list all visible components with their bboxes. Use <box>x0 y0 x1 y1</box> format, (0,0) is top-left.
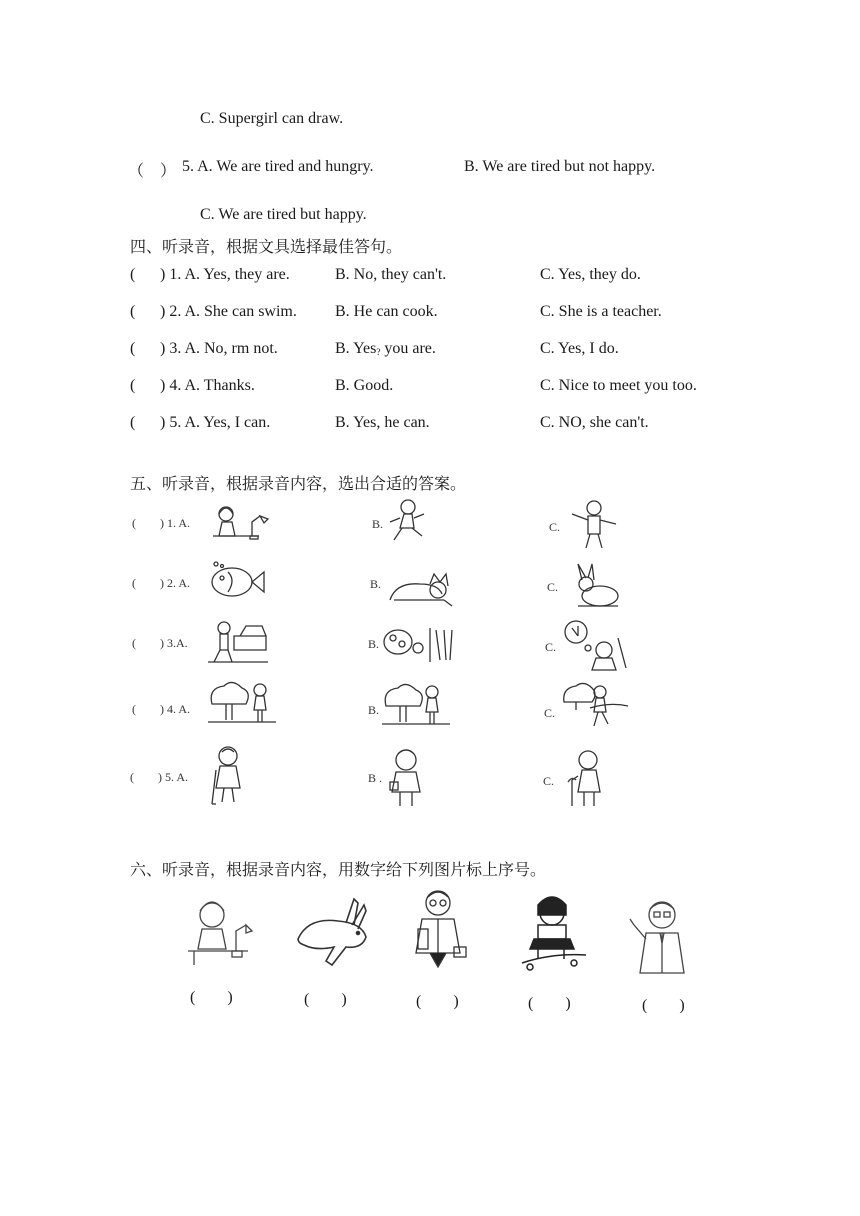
tree-and-walking-girl-icon <box>560 682 630 732</box>
part3-q5-option-c: C. We are tired but happy. <box>200 206 367 223</box>
part6-answer-paren-1: ( ) <box>190 989 233 1006</box>
running-child-icon <box>384 498 434 544</box>
part4-q2-option-a: ) 2. A. She can swim. <box>160 303 297 320</box>
fish-icon <box>208 560 268 602</box>
old-man-with-cane-icon <box>206 744 254 806</box>
part3-q4-option-c: C. Supergirl can draw. <box>200 110 344 127</box>
part5-title: 五、听录音，根据录音内容，选出合适的答案。 <box>130 474 467 493</box>
part5-q3-label-c: C. <box>545 640 557 654</box>
part5-q2-label-c: C. <box>547 580 559 594</box>
part4-q1-option-c: C. Yes, they do. <box>540 266 641 283</box>
skateboarding-boy-icon <box>518 891 588 973</box>
part4-q3-option-c: C. Yes, I do. <box>540 340 619 357</box>
tree-and-girl-icon <box>380 682 452 728</box>
rabbit-icon <box>566 562 622 610</box>
girl-at-desk-icon <box>208 504 274 544</box>
part5-q1-label-a: ( ) 1. A. <box>132 516 190 530</box>
part5-q4-label-a: ( ) 4. A. <box>132 702 190 716</box>
part4-q5-option-c: C. NO, she can't. <box>540 414 649 431</box>
part5-q3-label-b: B. <box>368 637 380 651</box>
part4-q4-option-c: C. Nice to meet you too. <box>540 377 697 394</box>
part4-q5-option-a: ) 5. A. Yes, I can. <box>160 414 271 431</box>
part4-q4-option-b: B. Good. <box>335 377 394 394</box>
part6-answer-paren-4: ( ) <box>528 995 571 1012</box>
part3-q5-option-b: B. We are tired but not happy. <box>464 158 656 175</box>
part5-q2-label-a: ( ) 2. A. <box>132 576 190 590</box>
part4-q3-option-b: B. Yes$_?$ you are. <box>335 340 436 357</box>
part3-q5-option-a: 5. A. We are tired and hungry. <box>182 158 374 175</box>
part4-q1-paren: ( <box>130 266 136 283</box>
boy-stretching-icon <box>566 498 622 552</box>
part4-q2-option-b: B. He can cook. <box>335 303 438 320</box>
rabbit-icon <box>294 897 374 971</box>
boy-at-bed-icon <box>204 618 270 666</box>
part4-q2-option-c: C. She is a teacher. <box>540 303 662 320</box>
part5-q1-label-b: B. <box>372 517 384 531</box>
part5-q4-label-b: B. <box>368 703 380 717</box>
part6-answer-paren-2: ( ) <box>304 991 347 1008</box>
part4-title: 四、听录音，根据文具选择最佳答句。 <box>130 237 403 256</box>
part5-q5-label-b: B . <box>368 771 383 785</box>
food-and-family-icon <box>382 624 460 664</box>
part4-q1-option-a: ) 1. A. Yes, they are. <box>160 266 290 283</box>
part4-q1-option-b: B. No, they can't. <box>335 266 447 283</box>
part6-answer-paren-3: ( ) <box>416 993 459 1010</box>
part3-q5-paren: （ ） <box>128 163 177 180</box>
grandma-with-bag-icon <box>386 748 426 810</box>
part6-title: 六、听录音，根据录音内容，用数字给下列图片标上序号。 <box>130 860 547 879</box>
part5-q1-label-c: C. <box>549 520 561 534</box>
girl-thinking-icon <box>562 618 628 672</box>
doctor-icon <box>410 887 470 975</box>
part5-q2-label-b: B. <box>370 577 382 591</box>
girl-at-desk-icon <box>184 895 256 971</box>
grandpa-with-cane-icon <box>562 748 610 810</box>
part4-q4-option-a: ) 4. A. Thanks. <box>160 377 255 394</box>
tree-and-girl-icon <box>206 680 278 726</box>
part4-q4-paren: ( <box>130 377 136 394</box>
teacher-man-icon <box>624 895 696 979</box>
part6-answer-paren-5: ( ) <box>642 997 685 1014</box>
part4-q5-paren: ( <box>130 414 136 431</box>
part4-q3-paren: ( <box>130 340 136 357</box>
part4-q2-paren: ( <box>130 303 136 320</box>
part4-q3-option-a: ) 3. A. No, rm not. <box>160 340 278 357</box>
part4-q5-option-b: B. Yes, he can. <box>335 414 430 431</box>
part5-q5-label-c: C. <box>543 774 555 788</box>
part5-q3-label-a: ( ) 3.A. <box>132 636 188 650</box>
part5-q5-label-a: ( ) 5. A. <box>130 770 188 784</box>
cat-icon <box>386 570 454 608</box>
part5-q4-label-c: C. <box>544 706 556 720</box>
